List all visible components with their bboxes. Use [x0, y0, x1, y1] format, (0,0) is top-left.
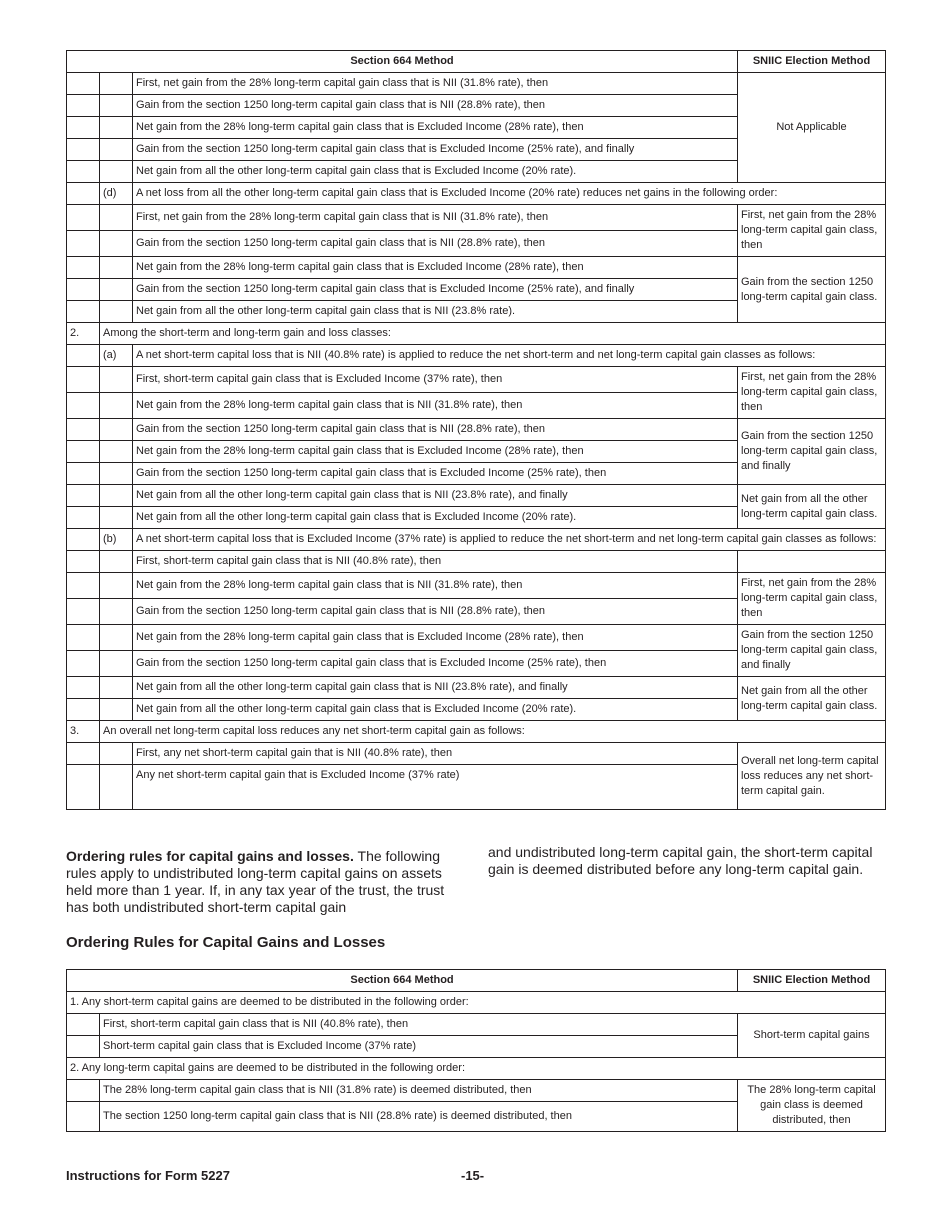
body-column-2: and undistributed long-term capital gain, the short-term capital gain is deemed distributed before any long-term capital gain.: [488, 844, 873, 877]
sniic-cell: First, net gain from the 28% long-term capital gain class, then: [738, 367, 886, 419]
sniic-cell: Net gain from all the other long-term capital gain class.: [738, 485, 886, 529]
row-text: Gain from the section 1250 long-term capital gain class that is Excluded Income (25% rate), and finally: [133, 139, 738, 161]
row-text: Gain from the section 1250 long-term capital gain class that is NII (28.8% rate), then: [133, 599, 738, 625]
row-text: Gain from the section 1250 long-term capital gain class that is Excluded Income (25% rate), then: [133, 463, 738, 485]
row-text: First, short-term capital gain class that is Excluded Income (37% rate), then: [133, 367, 738, 393]
row-text: Net gain from all the other long-term capital gain class that is NII (23.8% rate), and finally: [133, 677, 738, 699]
table-row: [67, 485, 886, 507]
table-row: [67, 573, 886, 599]
row-text: Gain from the section 1250 long-term capital gain class that is NII (28.8% rate), then: [133, 95, 738, 117]
sniic-cell: Net gain from all the other long-term capital gain class.: [738, 677, 886, 721]
row-text: Net gain from the 28% long-term capital gain class that is NII (31.8% rate), then: [133, 393, 738, 419]
row-text: An overall net long-term capital loss reduces any net short-term capital gain as follows:: [100, 721, 886, 743]
table-row-2: [67, 1058, 886, 1080]
row-text: First, any net short-term capital gain that is NII (40.8% rate), then: [133, 743, 738, 765]
table-row: [67, 1080, 886, 1102]
row-text: A net short-term capital loss that is Excluded Income (37% rate) is applied to reduce the net short-term and net long-term capital gain classes as follows:: [133, 529, 886, 551]
page-footer: [66, 1168, 885, 1183]
table-header-row: [67, 51, 886, 73]
table-row: [67, 677, 886, 699]
table-row-a: [67, 345, 886, 367]
footer-form-name: Instructions for Form 5227: [66, 1168, 230, 1183]
row-text: Net gain from the 28% long-term capital gain class that is Excluded Income (28% rate), then: [133, 441, 738, 463]
table-row: [67, 625, 886, 651]
row-text: Short-term capital gain class that is Excluded Income (37% rate): [100, 1036, 738, 1058]
table-row-d: [67, 183, 886, 205]
row-label: 3.: [67, 721, 100, 743]
row-text: First, net gain from the 28% long-term capital gain class that is NII (31.8% rate), then: [133, 73, 738, 95]
table-row-2: [67, 323, 886, 345]
section-heading: Ordering Rules for Capital Gains and Losses: [66, 934, 386, 951]
body-column-1: [66, 848, 458, 916]
sniic-cell: Gain from the section 1250 long-term capital gain class, and finally: [738, 419, 886, 485]
table-row: [67, 743, 886, 765]
page-number: -15-: [461, 1168, 485, 1183]
sniic-cell: Gain from the section 1250 long-term capital gain class, and finally: [738, 625, 886, 677]
table-row: [67, 551, 886, 573]
row-text: First, short-term capital gain class that is NII (40.8% rate), then: [133, 551, 738, 573]
body-paragraph-1: The following rules apply to undistributed long-term capital gains on assets held more than 1 year. If, in any tax year of the trust, the trust has both undistributed short-term capital gain: [66, 848, 445, 915]
row-text: Net gain from all the other long-term capital gain class that is Excluded Income (20% rate).: [133, 699, 738, 721]
row-text: 2. Any long-term capital gains are deemed to be distributed in the following order:: [67, 1058, 886, 1080]
sniic-cell: Overall net long-term capital loss reduces any net short-term capital gain.: [738, 743, 886, 810]
table-row: [67, 205, 886, 231]
row-label: 2.: [67, 323, 100, 345]
row-text: Net gain from all the other long-term capital gain class that is Excluded Income (20% rate).: [133, 507, 738, 529]
row-label: (d): [100, 183, 133, 205]
sniic-not-applicable: Not Applicable: [738, 73, 886, 183]
table-header-row: [67, 970, 886, 992]
table-row-b: [67, 529, 886, 551]
row-label: (a): [100, 345, 133, 367]
sniic-cell: Short-term capital gains: [738, 1014, 886, 1058]
table-row: [67, 257, 886, 279]
sniic-cell: Gain from the section 1250 long-term capital gain class.: [738, 257, 886, 323]
table-row-3: [67, 721, 886, 743]
row-text: First, short-term capital gain class that is NII (40.8% rate), then: [100, 1014, 738, 1036]
table-row: [67, 73, 886, 95]
run-in-heading: Ordering rules for capital gains and losses.: [66, 848, 354, 864]
row-text: A net loss from all the other long-term capital gain class that is Excluded Income (20% rate) reduces net gains in the following order:: [133, 183, 886, 205]
row-text: Net gain from all the other long-term capital gain class that is NII (23.8% rate).: [133, 301, 738, 323]
row-text: First, net gain from the 28% long-term capital gain class that is NII (31.8% rate), then: [133, 205, 738, 231]
table-row: [67, 367, 886, 393]
row-text: Net gain from the 28% long-term capital gain class that is Excluded Income (28% rate), then: [133, 257, 738, 279]
row-text: The section 1250 long-term capital gain class that is NII (28.8% rate) is deemed distributed, then: [100, 1102, 738, 1132]
row-text: Net gain from all the other long-term capital gain class that is NII (23.8% rate), and finally: [133, 485, 738, 507]
row-text: Gain from the section 1250 long-term capital gain class that is NII (28.8% rate), then: [133, 419, 738, 441]
row-text: Net gain from all the other long-term capital gain class that is Excluded Income (20% rate).: [133, 161, 738, 183]
row-text: Among the short-term and long-term gain and loss classes:: [100, 323, 886, 345]
row-text: Gain from the section 1250 long-term capital gain class that is Excluded Income (25% rate), and finally: [133, 279, 738, 301]
header-section-664: Section 664 Method: [67, 970, 738, 992]
sniic-cell: First, net gain from the 28% long-term capital gain class, then: [738, 205, 886, 257]
row-text: Net gain from the 28% long-term capital gain class that is NII (31.8% rate), then: [133, 573, 738, 599]
row-label: (b): [100, 529, 133, 551]
row-text: Net gain from the 28% long-term capital gain class that is Excluded Income (28% rate), then: [133, 625, 738, 651]
distribution-ordering-table: [66, 969, 886, 1132]
row-text: 1. Any short-term capital gains are deemed to be distributed in the following order:: [67, 992, 886, 1014]
row-text: Gain from the section 1250 long-term capital gain class that is Excluded Income (25% rate), then: [133, 651, 738, 677]
sniic-cell: First, net gain from the 28% long-term capital gain class, then: [738, 573, 886, 625]
table-row-1: [67, 992, 886, 1014]
ordering-table-continued: [66, 50, 886, 810]
row-text: The 28% long-term capital gain class that is NII (31.8% rate) is deemed distributed, then: [100, 1080, 738, 1102]
header-section-664: Section 664 Method: [67, 51, 738, 73]
table-row: [67, 419, 886, 441]
header-sniic: SNIIC Election Method: [738, 51, 886, 73]
row-text: Any net short-term capital gain that is Excluded Income (37% rate): [133, 765, 738, 810]
row-text: Net gain from the 28% long-term capital gain class that is Excluded Income (28% rate), then: [133, 117, 738, 139]
sniic-cell: The 28% long-term capital gain class is deemed distributed, then: [738, 1080, 886, 1132]
header-sniic: SNIIC Election Method: [738, 970, 886, 992]
row-text: Gain from the section 1250 long-term capital gain class that is NII (28.8% rate), then: [133, 231, 738, 257]
table-row: [67, 1014, 886, 1036]
row-text: A net short-term capital loss that is NII (40.8% rate) is applied to reduce the net short-term and net long-term capital gain classes as follows:: [133, 345, 886, 367]
